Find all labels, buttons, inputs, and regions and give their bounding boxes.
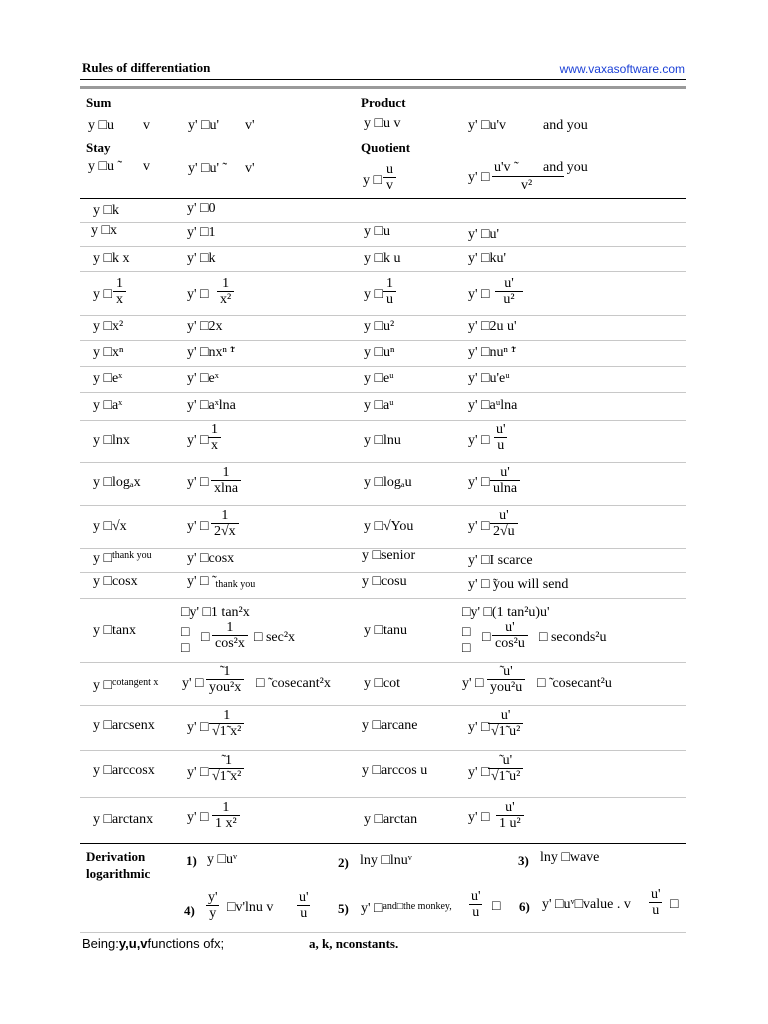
fraction-denominator: you²x: [206, 679, 244, 695]
rule-ln-u-fn: y □lnu: [364, 433, 401, 448]
rule-tan-u-deriv-bracket2: □: [462, 625, 471, 640]
rule-tan-deriv-bracket2: □: [181, 625, 190, 640]
row-separator: [80, 340, 686, 341]
rule-arcsin-u-deriv: y' □: [468, 720, 490, 735]
sum-function: y □u: [88, 118, 114, 133]
footer-variables: [82, 936, 224, 951]
rule-cos-deriv: [187, 574, 255, 593]
fraction-numerator: 1: [222, 800, 230, 815]
rule-cot-u-deriv-tail: □ ̃ cosecant²u: [537, 676, 612, 691]
rule-log-u-fn: y □logₐu: [364, 475, 412, 490]
footer-rule: [80, 932, 686, 933]
quotient-derivative-bar: [492, 176, 564, 177]
rule-inverse-fn-fraction: [113, 276, 126, 307]
rule-ln-u-deriv: y' □: [468, 433, 490, 448]
row-separator: [80, 392, 686, 393]
rule-sin-fn-small: thank you: [111, 550, 152, 561]
rule-ln-u-deriv-fraction: [493, 422, 509, 453]
rule-arccos-deriv: y' □: [187, 765, 209, 780]
sum-function-v: v: [143, 118, 150, 133]
rule-cot-fn-lhs: y □: [93, 678, 112, 693]
log-step-6: y' □uᵛ□value . v: [542, 897, 631, 912]
log-step-2: lny □lnuᵛ: [360, 853, 412, 868]
rule-inverse-u-fn: y □: [364, 287, 383, 302]
log-step-5-lhs: y' □: [361, 901, 383, 916]
log-step-2-number: 2): [338, 855, 349, 870]
rule-sin-u-deriv: y' □I scarce: [468, 553, 533, 568]
rule-arctan-deriv-fraction: [212, 800, 240, 831]
rule-sqrt-deriv: y' □: [187, 519, 209, 534]
rule-sqrt-u-deriv: y' □: [468, 519, 490, 534]
rule-exp-u-fn: y □eᵘ: [364, 371, 394, 386]
rule-power-u-deriv: y' □nuⁿ ̃¹: [468, 345, 516, 360]
rule-cos-deriv-lhs: y' □ ̃: [187, 574, 212, 589]
rule-square-fn: y □x²: [93, 319, 124, 334]
fraction-numerator: u': [500, 465, 510, 480]
fraction-numerator: u': [651, 887, 661, 902]
rule-inverse-u-deriv-fraction: [495, 276, 523, 307]
fraction-denominator: u: [649, 902, 662, 918]
row-separator: [80, 271, 686, 272]
product-function: y □u v: [364, 116, 401, 131]
rule-arccos-deriv-fraction: [209, 753, 244, 784]
rule-ax-fn: y □aˣ: [93, 398, 123, 413]
rule-inverse-u-deriv: y' □: [468, 287, 490, 302]
fraction-denominator: u: [494, 437, 507, 453]
rule-arccos-u-fn: y □arccos u: [362, 763, 428, 778]
row-separator: [80, 662, 686, 663]
log-step-1: y □uᵛ: [207, 852, 238, 867]
rule-power-deriv: y' □nxⁿ ̃¹: [187, 345, 235, 360]
page-title: Rules of differentiation: [82, 60, 211, 75]
row-separator: [80, 505, 686, 506]
fraction-numerator: ̃ 1: [221, 753, 232, 768]
fraction-numerator: y': [208, 890, 218, 905]
fraction-denominator: y: [206, 905, 219, 921]
rule-arctan-u-deriv: y' □: [468, 810, 490, 825]
rule-identity-u-fn: y □u: [364, 224, 390, 239]
rule-square-u-deriv: y' □2u u': [468, 319, 517, 334]
rule-square-u-fn: y □u²: [364, 319, 395, 334]
rule-sqrt-u-fn: y □√You: [364, 519, 414, 534]
fraction-numerator: 1: [222, 276, 230, 291]
fraction-denominator: √1̃ u²: [488, 768, 523, 784]
log-step-5-small: and□the monkey,: [382, 901, 452, 912]
rule-tan-u-fn: y □tanu: [364, 623, 408, 638]
footer-constants: a, k, nconstants.: [309, 936, 399, 951]
derivation-label-1: Derivation: [86, 849, 146, 864]
log-step-6-fraction: [648, 887, 664, 918]
rule-tan-u-deriv-line1: □y' □(1 tan²u)u': [462, 605, 550, 620]
rule-cos-fn: y □cosx: [93, 574, 138, 589]
rule-log-deriv-fraction: [211, 465, 241, 496]
footer-being: Being:: [82, 936, 119, 951]
rule-cot-u-fn: y □cot: [364, 676, 401, 691]
rule-tan-u-deriv-eq: □: [482, 630, 491, 645]
fraction-denominator: cos²x: [212, 635, 248, 651]
rule-sqrt-fn: y □√x: [93, 519, 127, 534]
fraction-numerator: u': [504, 276, 514, 291]
rule-cot-deriv-tail: □ ̃ cosecant²x: [256, 676, 331, 691]
rule-tan-deriv-line1: □y' □1 tan²x: [181, 605, 250, 620]
quotient-function-fraction: [383, 162, 396, 193]
quotient-derivative-numerator-tail: and you: [543, 160, 588, 175]
fraction-numerator: 1: [386, 276, 393, 291]
rule-constant-fn: y □k: [93, 203, 119, 218]
rule-arcsin-deriv: y' □: [187, 720, 209, 735]
fraction-denominator: x²: [217, 291, 234, 307]
fraction-denominator: 2√x: [211, 523, 239, 539]
fraction-numerator: 1: [211, 422, 218, 437]
fraction-denominator: x: [208, 437, 221, 453]
rule-inverse-fn: y □: [93, 287, 112, 302]
fraction-numerator: u': [505, 800, 515, 815]
rule-tan-deriv-fraction: [212, 620, 248, 651]
fraction-denominator: ulna: [490, 480, 520, 496]
log-step-5: [361, 899, 452, 917]
log-step-6-number: 6): [519, 899, 530, 914]
rule-inverse-deriv-fraction: [217, 276, 234, 307]
product-derivative-tail: and you: [543, 118, 588, 133]
rule-exp-u-deriv: y' □u'eᵘ: [468, 371, 510, 386]
rule-ln-deriv: y' □: [187, 433, 209, 448]
rule-cot-fn: [93, 675, 158, 694]
rule-power-u-fn: y □uⁿ: [364, 345, 395, 360]
rule-cot-deriv-fraction: [206, 664, 244, 695]
fraction-denominator: √1̃ u²: [488, 723, 523, 739]
fraction-denominator: u: [383, 291, 396, 307]
stay-derivative: y' □u' ̃: [188, 161, 223, 176]
fraction-denominator: u²: [495, 291, 523, 307]
derivation-label-2: logarithmic: [86, 866, 151, 881]
rule-cos-u-fn: y □cosu: [362, 574, 407, 589]
log-step-3: lny □wave: [540, 850, 600, 865]
rule-cot-fn-small: cotangent x: [111, 677, 159, 688]
rule-exp-fn: y □eˣ: [93, 371, 123, 386]
rule-tan-deriv-tail: □ sec²x: [254, 630, 296, 645]
fraction-numerator: u': [496, 422, 506, 437]
fraction-denominator: you²u: [487, 679, 525, 695]
fraction-numerator: u': [500, 708, 511, 723]
rule-identity-u-deriv: y' □u': [468, 227, 500, 242]
derivation-rule: [80, 843, 686, 844]
fraction-denominator: 1 u²: [496, 815, 524, 831]
rule-tan-deriv-bracket3: □: [181, 641, 190, 656]
sum-derivative-v: v': [245, 118, 255, 133]
rule-sqrt-deriv-fraction: [211, 508, 239, 539]
rule-inverse-u-fn-fraction: [383, 276, 396, 307]
rule-au-deriv: y' □aᵘlna: [468, 398, 518, 413]
rule-ku-fn: y □k u: [364, 251, 401, 266]
rule-cot-u-deriv: y' □: [462, 676, 484, 691]
fraction-numerator: ̃ u': [499, 664, 513, 679]
rule-arccos-u-deriv: y' □: [468, 765, 490, 780]
rule-arcsin-deriv-fraction: [209, 708, 244, 739]
fraction-numerator: ̃ 1: [219, 664, 231, 679]
fraction-denominator: √1̃ x²: [209, 768, 244, 784]
quotient-derivative-numerator: u'v ̃: [494, 160, 515, 175]
rule-arctan-deriv: y' □: [187, 810, 209, 825]
fraction-numerator: 1: [116, 276, 123, 291]
rule-sin-fn: [93, 548, 152, 567]
log-step-1-number: 1): [186, 853, 197, 868]
fraction-numerator: 1: [226, 620, 234, 635]
rule-arctan-u-fn: y □arctan: [364, 812, 418, 827]
fraction-denominator: 2√u: [490, 523, 518, 539]
rule-tan-fn: y □tanx: [93, 623, 137, 638]
quotient-function-lhs: y □: [363, 173, 382, 188]
rule-ln-fn: y □lnx: [93, 433, 130, 448]
quotient-numerator: u: [386, 162, 393, 177]
log-step-6-tail: □: [670, 897, 679, 912]
fraction-denominator: 1 x²: [212, 815, 240, 831]
log-step-5-tail: □: [492, 899, 501, 914]
rule-power-fn: y □xⁿ: [93, 345, 124, 360]
row-separator: [80, 366, 686, 367]
row-separator: [80, 462, 686, 463]
rule-arctan-u-deriv-fraction: [496, 800, 524, 831]
rule-square-deriv: y' □2x: [187, 319, 223, 334]
top-double-rule: [80, 86, 686, 89]
quotient-derivative-denominator: v²: [521, 178, 533, 193]
row-separator: [80, 315, 686, 316]
fraction-denominator: cos²u: [492, 635, 528, 651]
rule-ln-deriv-fraction: [208, 422, 221, 453]
rule-identity-deriv: y' □1: [187, 225, 216, 240]
log-step-4-number: 4): [184, 903, 195, 918]
fraction-numerator: u': [471, 889, 481, 904]
footer-x: x;: [214, 936, 225, 951]
rule-inverse-deriv: y' □: [187, 287, 209, 302]
stay-function-v: v: [143, 159, 150, 174]
rule-arccos-fn: y □arccosx: [93, 763, 155, 778]
row-separator: [80, 246, 686, 247]
website-link[interactable]: www.vaxasoftware.com: [559, 62, 685, 76]
quotient-denominator: v: [383, 177, 396, 193]
rule-identity-fn: y □x: [91, 223, 117, 238]
rule-kx-deriv: y' □k: [187, 251, 216, 266]
fraction-numerator: u': [505, 620, 515, 635]
rule-cot-u-deriv-fraction: [487, 664, 525, 695]
fraction-numerator: 1: [222, 465, 230, 480]
section-product: Product: [361, 95, 406, 110]
rule-au-fn: y □aᵘ: [364, 398, 394, 413]
fraction-denominator: u: [297, 905, 310, 921]
fraction-denominator: x: [113, 291, 126, 307]
rule-tan-deriv-eq: □: [201, 630, 210, 645]
rule-sin-deriv: y' □cosx: [187, 551, 235, 566]
log-step-4-middle: □v'lnu v: [227, 900, 274, 915]
row-separator: [80, 750, 686, 751]
rule-cos-u-deriv: y' □ ̃you will send: [468, 577, 569, 592]
row-separator: [80, 797, 686, 798]
fraction-numerator: 1: [221, 508, 229, 523]
rule-log-deriv: y' □: [187, 475, 209, 490]
rule-cot-deriv: y' □: [182, 676, 204, 691]
row-separator: [80, 420, 686, 421]
log-step-4-fraction-2: [296, 890, 312, 921]
fraction-denominator: xlna: [211, 480, 241, 496]
fraction-denominator: √1̃ x²: [209, 723, 244, 739]
fraction-numerator: u': [299, 890, 309, 905]
rule-log-fn: y □logₐx: [93, 475, 141, 490]
footer-vars: y,u,v: [118, 936, 148, 951]
stay-function: y □u ̃: [88, 159, 118, 174]
rule-tan-u-deriv-tail: □ seconds²u: [539, 630, 607, 645]
quotient-derivative-lhs: y' □: [468, 170, 490, 185]
footer-functions: functions of: [147, 936, 215, 951]
fraction-numerator: u': [499, 508, 509, 523]
log-step-3-number: 3): [518, 853, 529, 868]
row-separator: [80, 222, 686, 223]
row-separator: [80, 598, 686, 599]
rule-tan-u-deriv-fraction: [492, 620, 528, 651]
section-quotient: Quotient: [361, 140, 411, 155]
rule-log-u-deriv-fraction: [490, 465, 520, 496]
rule-arccos-u-deriv-fraction: [488, 753, 523, 784]
log-step-4-fraction: [205, 890, 221, 921]
rule-log-u-deriv: y' □: [468, 475, 490, 490]
rule-sqrt-u-deriv-fraction: [490, 508, 518, 539]
sum-derivative: y' □u': [188, 118, 220, 133]
product-derivative: y' □u'v: [468, 118, 507, 133]
rule-ku-deriv: y' □ku': [468, 251, 507, 266]
rule-arcsin-u-fn: y □arcane: [362, 718, 418, 733]
rule-constant-deriv: y' □0: [187, 201, 216, 216]
stay-derivative-v: v': [245, 161, 255, 176]
section-rule: [80, 198, 686, 199]
rule-arctan-fn: y □arctanx: [93, 812, 154, 827]
section-stay: Stay: [86, 140, 111, 155]
rule-tan-u-deriv-bracket3: □: [462, 641, 471, 656]
fraction-numerator: ̃ u': [499, 753, 513, 768]
rule-kx-fn: y □k x: [93, 251, 130, 266]
rule-sin-u-fn: y □senior: [362, 548, 416, 563]
rule-cos-deriv-small: thank you: [215, 579, 256, 590]
log-step-5-fraction: [468, 889, 484, 920]
rule-exp-deriv: y' □eˣ: [187, 371, 219, 386]
row-separator: [80, 705, 686, 706]
rule-arcsin-u-deriv-fraction: [488, 708, 523, 739]
rule-sin-fn-lhs: y □: [93, 551, 112, 566]
log-step-5-number: 5): [338, 901, 349, 916]
rule-ax-deriv: y' □aˣlna: [187, 398, 236, 413]
top-rule: [80, 79, 686, 80]
fraction-numerator: 1: [223, 708, 231, 723]
fraction-denominator: u: [469, 904, 482, 920]
row-separator: [80, 572, 686, 573]
section-sum: Sum: [86, 95, 112, 110]
rule-arcsin-fn: y □arcsenx: [93, 718, 155, 733]
